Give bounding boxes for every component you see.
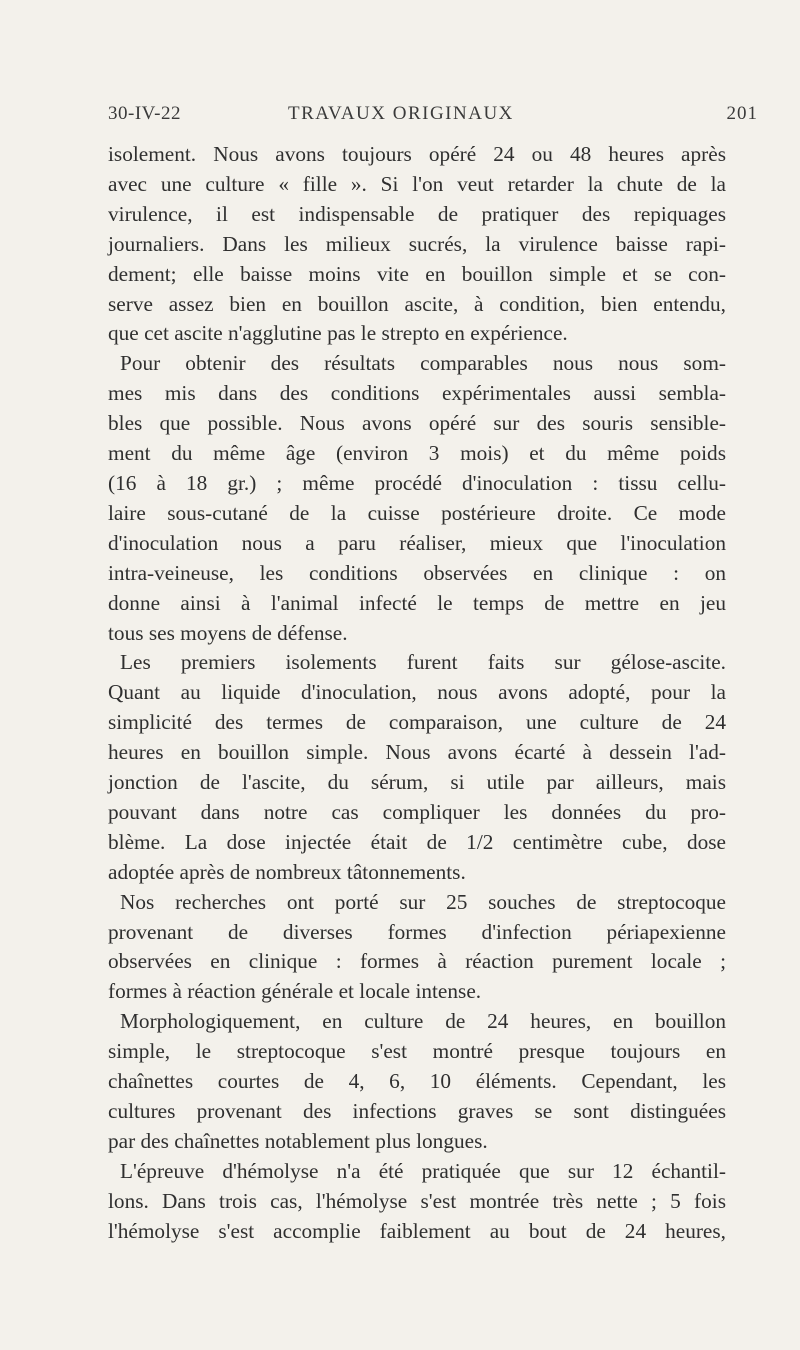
text-line: isolement. Nous avons toujours opéré 24 ou 48 heures après: [108, 142, 726, 166]
text-line: chaînettes courtes de 4, 6, 10 éléments. Cependant, les: [108, 1069, 726, 1094]
text-line: simplicité des termes de comparaison, une culture de 24: [108, 710, 726, 735]
text-line: par des chaînettes notablement plus longues.: [108, 1128, 488, 1153]
text-line: simple, le streptocoque s'est montré presque toujours en: [108, 1039, 726, 1064]
text-line: avec une culture « fille ». Si l'on veut retarder la chute de la: [108, 171, 726, 196]
text-line: pouvant dans notre cas compliquer les données du pro-: [108, 799, 726, 824]
text-line: adoptée après de nombreux tâtonnements.: [108, 859, 466, 884]
text-line: Nos recherches ont porté sur 25 souches de streptocoque: [120, 889, 726, 914]
text-line: bles que possible. Nous avons opéré sur des souris sensible-: [108, 411, 726, 436]
paragraph: [108, 140, 726, 349]
paragraph: [108, 648, 726, 887]
page-number: 201: [726, 103, 758, 124]
text-line: formes à réaction générale et locale intense.: [108, 979, 482, 1004]
text-line: journaliers. Dans les milieux sucrés, la virulence baisse rapi-: [108, 231, 726, 256]
text-line: lons. Dans trois cas, l'hémolyse s'est montrée très nette ; 5 fois: [108, 1188, 726, 1213]
text-line: d'inoculation nous a paru réaliser, mieux que l'inoculation: [108, 530, 726, 555]
text-line: dement; elle baisse moins vite en bouillon simple et se con-: [108, 261, 726, 286]
header-date: 30-IV-22: [108, 103, 181, 124]
text-line: mes mis dans des conditions expérimentales aussi sembla-: [108, 381, 726, 406]
text-line: cultures provenant des infections graves se sont distinguées: [108, 1099, 726, 1123]
text-line: l'hémolyse s'est accomplie faiblement au bout de 24 heures,: [108, 1218, 726, 1243]
text-line: tous ses moyens de défense.: [108, 620, 348, 645]
text-line: observées en clinique : formes à réaction purement locale ;: [108, 949, 726, 974]
text-line: donne ainsi à l'animal infecté le temps de mettre en jeu: [108, 590, 726, 615]
text-line: blème. La dose injectée était de 1/2 centimètre cube, dose: [108, 829, 726, 854]
text-line: laire sous-cutané de la cuisse postérieure droite. Ce mode: [108, 500, 726, 525]
paragraph: [108, 349, 726, 648]
paragraph: [108, 1007, 726, 1157]
text-line: virulence, il est indispensable de pratiquer des repiquages: [108, 201, 726, 226]
paragraph: [108, 1157, 726, 1247]
text-line: Quant au liquide d'inoculation, nous avons adopté, pour la: [108, 680, 726, 705]
text-line: heures en bouillon simple. Nous avons écarté à dessein l'ad-: [108, 740, 726, 765]
text-line: jonction de l'ascite, du sérum, si utile par ailleurs, mais: [108, 770, 726, 795]
paragraph: [108, 888, 726, 1008]
text-line: (16 à 18 gr.) ; même procédé d'inoculation : tissu cellu-: [108, 470, 726, 495]
body-text: [108, 140, 726, 1247]
text-line: que cet ascite n'agglutine pas le strepto en expérience.: [108, 321, 568, 346]
text-line: provenant de diverses formes d'infection périapexienne: [108, 919, 726, 944]
text-line: serve assez bien en bouillon ascite, à condition, bien entendu,: [108, 291, 726, 316]
running-header: [108, 103, 760, 131]
header-title: TRAVAUX ORIGINAUX: [288, 103, 514, 124]
text-line: Pour obtenir des résultats comparables nous nous som-: [120, 351, 726, 376]
text-line: ment du même âge (environ 3 mois) et du même poids: [108, 441, 726, 466]
text-line: Les premiers isolements furent faits sur gélose-ascite.: [120, 650, 726, 675]
text-line: Morphologiquement, en culture de 24 heures, en bouillon: [120, 1009, 726, 1034]
text-line: L'épreuve d'hémolyse n'a été pratiquée que sur 12 échantil-: [120, 1158, 726, 1183]
text-line: intra-veineuse, les conditions observées en clinique : on: [108, 560, 726, 585]
